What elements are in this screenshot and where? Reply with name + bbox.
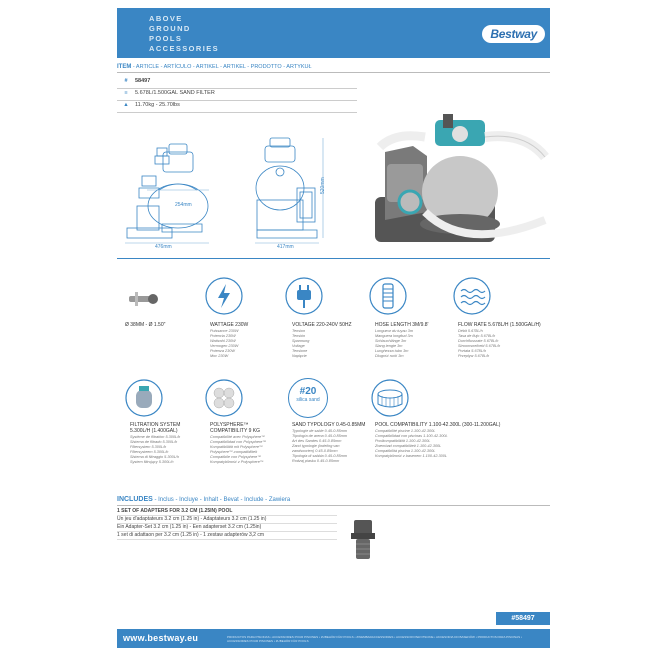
feature-subtitle: Tension Tensión Spannung Voltage Tensione Napięcie (292, 329, 310, 358)
item-weight: 11.70kg - 25.70lbs (135, 102, 180, 108)
spec-weight (117, 102, 180, 108)
drawing-svg (117, 128, 367, 253)
hash-icon: # (124, 78, 128, 84)
weight-icon: ▲ (123, 102, 129, 108)
product-photo (365, 112, 550, 252)
adapter-illustration (340, 518, 390, 563)
polysphere-balls-icon (204, 378, 240, 414)
item-label: ITEM (117, 64, 132, 70)
includes-heading (117, 496, 550, 506)
divider (117, 88, 357, 89)
sand-number: #20 (299, 386, 317, 397)
header-title-line: POOLS (149, 34, 183, 43)
feature-title: FILTRATION SYSTEM 5.300L/H (1.400GAL) (130, 422, 181, 434)
item-heading (117, 64, 550, 73)
feature-title: POOL COMPATIBILITY 1.100-42.300L (300-11.200GAL) (375, 422, 501, 428)
divider (117, 100, 357, 101)
feature-subtitle: Puissance 230W Potencia 230W Wattzahl 230W Vermogen 230W Potenza 230W Moc 230W (210, 329, 239, 358)
divider (117, 112, 357, 113)
technical-drawings (117, 128, 367, 253)
product-code-badge: #58497 (496, 612, 550, 625)
feature-title: HOSE LENGTH 3M/9.8' (375, 322, 429, 328)
list-icon: ≡ (124, 90, 128, 96)
item-number: 58497 (135, 78, 151, 84)
lightning-icon (204, 276, 240, 312)
feature-title: SAND TYPOLOGY 0.45-0.85MM (292, 422, 366, 428)
includes-line: Ein Adapter-Set 3.2 cm (1.25 in) - Een adapterset 3.2 cm (1.25in) (117, 524, 337, 532)
feature-title: FLOW RATE 5.678L/H (1.500GAL/H) (458, 322, 541, 328)
spec-description (117, 90, 215, 96)
feature-subtitle: Longueur du tuyau 3m Manguera longitud 3m Schlauchlänge 3m Slang lengte 3m Lunghezza tubo 3m Długość rurki 3m (375, 329, 413, 358)
footer-fine-print: PRODUCTOS PARA PISCINAS • ACCESSOIRES POUR PISCINES • ZUBEHÖR FÜR POOLS • ZWEMBADACCESSOIRES • ACCESSORI PER PISCINE • AKCESORIA DO BASENÓW • PRODUCTOS PARA PISCINAS • ACCESSOIRES POUR PISCINES • ZUBEHÖR FÜR POOLS (227, 635, 523, 643)
plug-icon (284, 276, 320, 312)
front-width-label: 254mm (175, 202, 192, 208)
silica-sand-badge (288, 378, 328, 418)
filtration-system-icon (124, 378, 160, 414)
hose-connector-icon (125, 280, 161, 316)
sand-filter-illustration (365, 112, 550, 252)
side-view-drawing (256, 138, 317, 238)
section-divider (117, 258, 550, 259)
includes-translations: - Inclus - Incluye - Inhalt - Bevat - Include - Zawiera (152, 497, 291, 503)
feature-title: POLYSPHERE™ COMPATIBILITY 9 KG (210, 422, 261, 434)
header-title-line: ACCESSORIES (149, 44, 219, 53)
feature-subtitle: Débit 5.678L/h Tasa de flujo 5.678L/h Durchflussrate 5.678L/h Stroomsnelheid 5.678L/h Portata 5.678L/h Przepływ 5.678L/h (458, 329, 501, 358)
includes-label: INCLUDES (117, 496, 153, 503)
hose-length-icon (368, 276, 404, 312)
water-flow-icon (452, 276, 488, 312)
height-label: 520mm (320, 177, 326, 194)
includes-line: Un jeu d'adaptateurs 3.2 cm (1.25 in) - Adaptateurs 3.2 cm (1.25 in) (117, 516, 337, 524)
feature-subtitle: Typologie de sable 0.45-0.85mm Tipología de arena 0.45-0.85mm Art des Sandes 0.45-0.85mm Zand typologie (indeling van zandsoorten) 0.45-0.85mm Tipologia di sabbia 0.45-0.85mm Rodzaj piasku 0.45-0.85mm (292, 429, 348, 463)
front-view-drawing (127, 144, 208, 238)
feature-title: WATTAGE 230W (210, 322, 249, 328)
drawing-dimensions (125, 138, 323, 243)
sand-label: silica sand (296, 397, 320, 403)
header-banner (117, 8, 550, 58)
footer-url[interactable]: www.bestway.eu (123, 633, 199, 643)
spec-number (117, 78, 150, 84)
item-description: 5.678L/1.500GAL SAND FILTER (135, 90, 215, 96)
header-title-line: ABOVE (149, 14, 183, 23)
feature-subtitle: Compatibilité piscine 1.100-42.300L Compatibilidad con piscinas 1.100-42.300L Poolkompatibilität 1.100-42.300L Zwembad compatibiliteit 1.100-42.300L Compatibilità piscina 1.100-42.300L Kompatybilność z basenem 1.100-42.300L (375, 429, 448, 458)
header-titles (149, 14, 219, 54)
includes-line: 1 SET OF ADAPTERS FOR 3.2 CM (1.25IN) POOL (117, 508, 337, 516)
feature-subtitle: Compatibilité avec Polysphere™ Compatibilidad con Polysphere™ Kompatibilität mit Polysphere™ Polysphere™-compatibiliteit Compatibile con Polysphere™ Kompatybilność z Polysphere™ (210, 435, 267, 464)
item-translations: - ARTICLE - ARTÍCULO - ARTIKEL - ARTIKEL - PRODOTTO - ARTYKUŁ (131, 64, 312, 70)
footer-bar (117, 629, 550, 648)
feature-title: Ø 38MM - Ø 1.50" (125, 322, 166, 328)
front-base-label: 476mm (155, 244, 172, 250)
side-base-label: 417mm (277, 244, 294, 250)
bestway-logo: Bestway (482, 25, 545, 43)
feature-title: VOLTAGE 220-240V 50HZ (292, 322, 352, 328)
header-title-line: GROUND (149, 24, 191, 33)
includes-line: 1 set di adattaon per 3.2 cm (1.25 in) - 1 zestaw adapterów 3,2 cm (117, 532, 337, 540)
adapter-image (340, 518, 390, 563)
pool-icon (370, 378, 406, 414)
feature-subtitle: Système de filtration 5.300L/h Sistema de filtrado 5.300L/h Filtersystem 5.300L/h Filtersysteem 5.300L/h Sistema di filtraggio 5.300L/h System filtrujący 5.300L/h (130, 435, 181, 464)
